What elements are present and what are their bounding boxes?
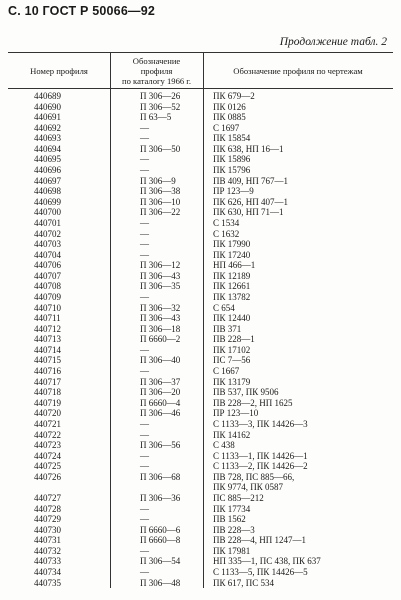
table-row xyxy=(8,355,393,366)
table-row xyxy=(8,218,393,229)
table-row xyxy=(8,556,393,567)
drawing-designation-cell: С 1667 xyxy=(213,366,240,377)
drawing-designation-cell: ПВ 228—3 xyxy=(213,524,255,535)
table-row xyxy=(8,461,393,472)
profile-number-cell: 440723 xyxy=(34,440,61,451)
profile-number-cell: 440698 xyxy=(34,186,61,197)
table-row xyxy=(8,504,393,515)
catalog-designation-cell: П 306—18 xyxy=(140,323,181,334)
profile-number-cell: 440699 xyxy=(34,196,61,207)
drawing-designation-cell: ПК 13782 xyxy=(213,291,251,302)
drawing-designation-cell: ПК 12440 xyxy=(213,313,251,324)
catalog-designation-cell: — xyxy=(140,249,149,260)
catalog-designation-cell: — xyxy=(140,291,149,302)
table-row xyxy=(8,154,393,165)
catalog-designation-cell: — xyxy=(140,344,149,355)
profile-number-cell: 440691 xyxy=(34,112,61,123)
profile-number-cell: 440735 xyxy=(34,577,61,588)
drawing-designation-cell: ПК 17990 xyxy=(213,239,251,250)
catalog-designation-cell: — xyxy=(140,228,149,239)
catalog-designation-cell: П 306—36 xyxy=(140,492,181,503)
drawing-designation-cell: ПК 679—2 xyxy=(213,91,255,101)
drawing-designation-cell: С 1133—2, ПК 14426—2 xyxy=(213,461,308,472)
table-row xyxy=(8,567,393,578)
table-top-rule xyxy=(8,52,393,53)
profile-number-cell: 440702 xyxy=(34,228,61,239)
profile-number-cell xyxy=(8,482,110,493)
table-row xyxy=(8,546,393,557)
drawing-designation-cell: ПР 123—9 xyxy=(213,186,254,197)
table-row xyxy=(8,345,393,356)
table-row xyxy=(8,313,393,324)
profile-number-cell: 440726 xyxy=(34,471,61,482)
drawing-designation-cell: ПК 12189 xyxy=(213,270,251,281)
drawing-designation-cell: С 1133—3, ПК 14426—3 xyxy=(213,418,308,429)
profile-number-cell: 440708 xyxy=(34,281,61,292)
table-row xyxy=(8,250,393,261)
drawing-designation-cell: ПК 630, НП 71—1 xyxy=(213,207,284,218)
table-header-rule xyxy=(8,88,393,89)
drawing-designation-cell: ПВ 228—1 xyxy=(213,334,255,345)
catalog-designation-cell: П 306—35 xyxy=(140,281,181,292)
catalog-designation-cell: П 306—20 xyxy=(140,387,181,398)
profile-number-cell: 440730 xyxy=(34,524,61,535)
header-drawing-designation: Обозначение профиля по чертежам xyxy=(233,66,363,76)
profile-number-cell: 440732 xyxy=(34,545,61,556)
table-row xyxy=(8,366,393,377)
profile-number-cell: 440709 xyxy=(34,291,61,302)
table-row xyxy=(8,197,393,208)
table-row xyxy=(8,133,393,144)
drawing-designation-cell: ПК 17102 xyxy=(213,344,251,355)
profile-number-cell: 440704 xyxy=(34,249,61,260)
catalog-designation-cell: П 306—68 xyxy=(140,471,181,482)
drawing-designation-cell: С 1133—5, ПК 14426—5 xyxy=(213,567,308,578)
catalog-designation-cell xyxy=(110,482,203,493)
profile-number-cell: 440719 xyxy=(34,397,61,408)
drawing-designation-cell: ПВ 537, ПК 9506 xyxy=(213,387,279,398)
catalog-designation-cell: — xyxy=(140,503,149,514)
table-row xyxy=(8,207,393,218)
catalog-designation-cell: П 306—37 xyxy=(140,376,181,387)
drawing-designation-cell: ПК 17240 xyxy=(213,249,251,260)
catalog-designation-cell: — xyxy=(140,165,149,176)
profile-number-cell: 440693 xyxy=(34,133,61,144)
profile-number-cell: 440722 xyxy=(34,429,61,440)
profile-number-cell: 440724 xyxy=(34,450,61,461)
catalog-designation-cell: П 306—12 xyxy=(140,260,181,271)
profile-number-cell: 440700 xyxy=(34,207,61,218)
drawing-designation-cell: С 1133—1, ПК 14426—1 xyxy=(213,450,308,461)
catalog-designation-cell: — xyxy=(140,154,149,165)
table-row xyxy=(8,102,393,113)
header-catalog-line-1: Обозначение xyxy=(132,56,181,66)
catalog-designation-cell: П 6660—2 xyxy=(140,334,181,345)
catalog-designation-cell: П 306—43 xyxy=(140,270,181,281)
catalog-designation-cell: П 306—22 xyxy=(140,207,181,218)
drawing-designation-cell: ПВ 228—2, НП 1625 xyxy=(213,397,293,408)
profile-number-cell: 440727 xyxy=(34,492,61,503)
drawing-designation-cell: ПВ 409, НП 767—1 xyxy=(213,175,289,186)
drawing-designation-cell: С 438 xyxy=(213,440,235,451)
drawing-designation-cell: ПК 626, НП 407—1 xyxy=(213,196,289,207)
drawing-designation-cell: ПК 13179 xyxy=(213,376,251,387)
catalog-designation-cell: — xyxy=(140,514,149,525)
table-row xyxy=(8,260,393,271)
table-body xyxy=(8,91,393,588)
profile-number-cell: 440692 xyxy=(34,122,61,133)
table-row xyxy=(8,408,393,419)
profile-number-cell: 440715 xyxy=(34,355,61,366)
page-header: С. 10 ГОСТ Р 50066—92 xyxy=(8,4,155,18)
header-catalog-line-2: профиля xyxy=(140,66,173,76)
catalog-designation-cell: П 6660—6 xyxy=(140,524,181,535)
profile-number-cell: 440718 xyxy=(34,387,61,398)
drawing-designation-cell: ПК 17981 xyxy=(213,545,251,556)
catalog-designation-cell: П 306—40 xyxy=(140,355,181,366)
profile-number-cell: 440725 xyxy=(34,461,61,472)
header-profile-number: Номер профиля xyxy=(30,66,88,76)
drawing-designation-cell: ПВ 728, ПС 885—66, xyxy=(213,471,295,482)
drawing-designation-cell: ПВ 228—4, НП 1247—1 xyxy=(213,535,307,546)
drawing-designation-cell: ПВ 371 xyxy=(213,323,242,334)
profile-number-cell: 440694 xyxy=(34,143,61,154)
table-row xyxy=(8,176,393,187)
table-row xyxy=(8,292,393,303)
profile-number-cell: 440717 xyxy=(34,376,61,387)
catalog-designation-cell: — xyxy=(140,461,149,472)
catalog-designation-cell: — xyxy=(140,545,149,556)
table-row xyxy=(8,186,393,197)
catalog-designation-cell: П 306—48 xyxy=(140,577,181,588)
drawing-designation-cell: НП 335—1, ПС 438, ПК 637 xyxy=(213,556,321,567)
table-row xyxy=(8,451,393,462)
catalog-designation-cell: — xyxy=(140,133,149,144)
drawing-designation-cell: ПК 12661 xyxy=(213,281,251,292)
profile-number-cell: 440712 xyxy=(34,323,61,334)
drawing-designation-cell: НП 466—1 xyxy=(213,260,256,271)
table-row xyxy=(8,482,393,493)
profile-number-cell: 440690 xyxy=(34,101,61,112)
catalog-designation-cell: П 306—46 xyxy=(140,408,181,419)
drawing-designation-cell: ПК 0885 xyxy=(213,112,246,123)
catalog-designation-cell: — xyxy=(140,366,149,377)
catalog-designation-cell: П 306—26 xyxy=(140,91,181,101)
drawing-designation-cell: ПК 17734 xyxy=(213,503,251,514)
header-catalog-line-3: по каталогу 1966 г. xyxy=(121,76,192,86)
catalog-designation-cell: — xyxy=(140,217,149,228)
drawing-designation-cell: ПК 15854 xyxy=(213,133,251,144)
drawing-designation-cell: С 1632 xyxy=(213,228,240,239)
profile-number-cell: 440711 xyxy=(34,313,61,324)
drawing-designation-cell: ПК 15896 xyxy=(213,154,251,165)
table-row xyxy=(8,281,393,292)
catalog-designation-cell: П 306—9 xyxy=(140,175,176,186)
header-catalog-designation xyxy=(110,56,203,86)
profile-number-cell: 440696 xyxy=(34,165,61,176)
profile-number-cell: 440701 xyxy=(34,217,61,228)
profile-number-cell: 440707 xyxy=(34,270,61,281)
catalog-designation-cell: П 306—56 xyxy=(140,440,181,451)
profile-number-cell: 440728 xyxy=(34,503,61,514)
catalog-designation-cell: — xyxy=(140,122,149,133)
table-row xyxy=(8,398,393,409)
drawing-designation-cell: ПК 9774, ПК 0587 xyxy=(213,482,284,493)
catalog-designation-cell: П 306—54 xyxy=(140,556,181,567)
table-row xyxy=(8,271,393,282)
catalog-designation-cell: П 306—38 xyxy=(140,186,181,197)
catalog-designation-cell: — xyxy=(140,239,149,250)
profile-number-cell: 440697 xyxy=(34,175,61,186)
table-row xyxy=(8,440,393,451)
drawing-designation-cell: ПС 7—56 xyxy=(213,355,251,366)
drawing-designation-cell: С 654 xyxy=(213,302,235,313)
drawing-designation-cell: ПР 123—10 xyxy=(213,408,259,419)
profile-number-cell: 440720 xyxy=(34,408,61,419)
drawing-designation-cell: ПВ 1562 xyxy=(213,514,246,525)
table-row xyxy=(8,472,393,483)
table-row xyxy=(8,387,393,398)
catalog-designation-cell: П 306—50 xyxy=(140,143,181,154)
table-row xyxy=(8,144,393,155)
catalog-designation-cell: П 306—43 xyxy=(140,313,181,324)
profile-number-cell: 440716 xyxy=(34,366,61,377)
table-row xyxy=(8,525,393,536)
catalog-designation-cell: — xyxy=(140,567,149,578)
drawing-designation-cell: ПК 617, ПС 534 xyxy=(213,577,275,588)
drawing-designation-cell: ПК 638, НП 16—1 xyxy=(213,143,284,154)
table-continuation-caption: Продолжение табл. 2 xyxy=(279,36,387,48)
table-row xyxy=(8,229,393,240)
profile-number-cell: 440721 xyxy=(34,418,61,429)
catalog-designation-cell: П 306—32 xyxy=(140,302,181,313)
table-row xyxy=(8,334,393,345)
table-row xyxy=(8,535,393,546)
drawing-designation-cell: С 1697 xyxy=(213,122,240,133)
table-row xyxy=(8,419,393,430)
table-row xyxy=(8,377,393,388)
catalog-designation-cell: — xyxy=(140,450,149,461)
profile-number-cell: 440731 xyxy=(34,535,61,546)
catalog-designation-cell: — xyxy=(140,429,149,440)
profile-number-cell: 440734 xyxy=(34,567,61,578)
profile-number-cell: 440710 xyxy=(34,302,61,313)
catalog-designation-cell: П 63—5 xyxy=(140,112,172,123)
profile-number-cell: 440713 xyxy=(34,334,61,345)
drawing-designation-cell: ПК 14162 xyxy=(213,429,251,440)
catalog-designation-cell: — xyxy=(140,418,149,429)
drawing-designation-cell: С 1534 xyxy=(213,217,240,228)
profile-number-cell: 440714 xyxy=(34,344,61,355)
catalog-designation-cell: П 6660—8 xyxy=(140,535,181,546)
profile-number-cell: 440733 xyxy=(34,556,61,567)
table-row xyxy=(8,514,393,525)
drawing-designation-cell: ПС 885—212 xyxy=(213,492,264,503)
catalog-designation-cell: П 306—10 xyxy=(140,196,181,207)
table-row xyxy=(8,165,393,176)
profile-number-cell: 440695 xyxy=(34,154,61,165)
profile-number-cell: 440706 xyxy=(34,260,61,271)
drawing-designation-cell: ПК 0126 xyxy=(213,101,246,112)
table-row xyxy=(8,239,393,250)
table-row xyxy=(8,578,393,589)
table-row xyxy=(8,303,393,314)
table-row xyxy=(8,324,393,335)
catalog-designation-cell: П 6660—4 xyxy=(140,397,181,408)
table-row xyxy=(8,430,393,441)
catalog-designation-cell: П 306—52 xyxy=(140,101,181,112)
table-row xyxy=(8,123,393,134)
table-row xyxy=(8,112,393,123)
table-row xyxy=(8,493,393,504)
profile-number-cell: 440729 xyxy=(34,514,61,525)
profile-number-cell: 440689 xyxy=(34,91,61,101)
drawing-designation-cell: ПК 15796 xyxy=(213,165,251,176)
table-row xyxy=(8,91,393,102)
profile-number-cell: 440703 xyxy=(34,239,61,250)
